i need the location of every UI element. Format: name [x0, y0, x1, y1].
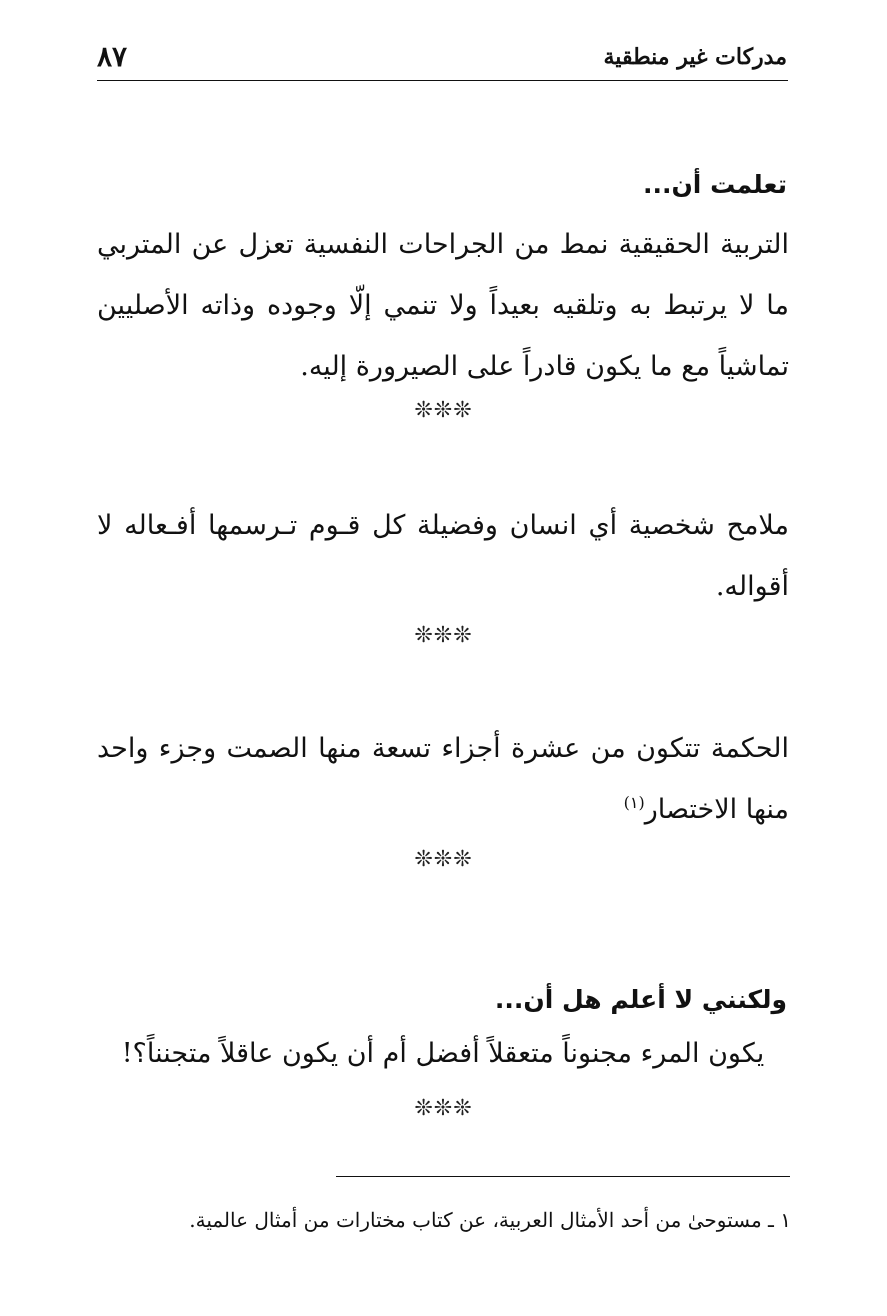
section-heading-learned: تعلمت أن... — [642, 170, 787, 199]
footnote: ١ ـ مستوحىٰ من أحد الأمثال العربية، عن كتاب مختارات من أمثال عالمية. — [189, 1208, 791, 1232]
section-heading-unsure: ولكنني لا أعلم هل أن... — [494, 985, 787, 1014]
separator-stars: ❊❊❊ — [414, 623, 473, 648]
separator-stars: ❊❊❊ — [414, 398, 473, 423]
running-title: مدركات غير منطقية — [603, 44, 787, 70]
paragraph-character: ملامح شخصية أي انسان وفضيلة كل قـوم تـرسمها أفـعاله لا أقواله. — [97, 510, 789, 602]
header-divider — [97, 80, 788, 81]
paragraph-wisdom — [97, 718, 789, 840]
separator-stars: ❊❊❊ — [414, 1096, 473, 1121]
paragraph-education: التربية الحقيقية نمط من الجراحات النفسية تعزل عن المتربي ما لا يرتبط به وتلقيه بعيداً ولا تنمي إلّا وجوده وذاته الأصليين تماشياً مع ما يكون قادراً على الصيرورة إليه. — [97, 229, 789, 382]
separator-stars: ❊❊❊ — [414, 847, 473, 872]
footnote-divider — [336, 1176, 790, 1177]
paragraph-question: يكون المرء مجنوناً متعقلاً أفضل أم أن يكون عاقلاً متجنناً؟! — [121, 1038, 765, 1069]
footnote-reference: (١) — [623, 793, 645, 812]
page-number: ٨٧ — [97, 40, 128, 73]
paragraph-wisdom-text: الحكمة تتكون من عشرة أجزاء تسعة منها الصمت وجزء واحد منها الاختصار — [97, 733, 789, 825]
running-header — [97, 40, 787, 80]
